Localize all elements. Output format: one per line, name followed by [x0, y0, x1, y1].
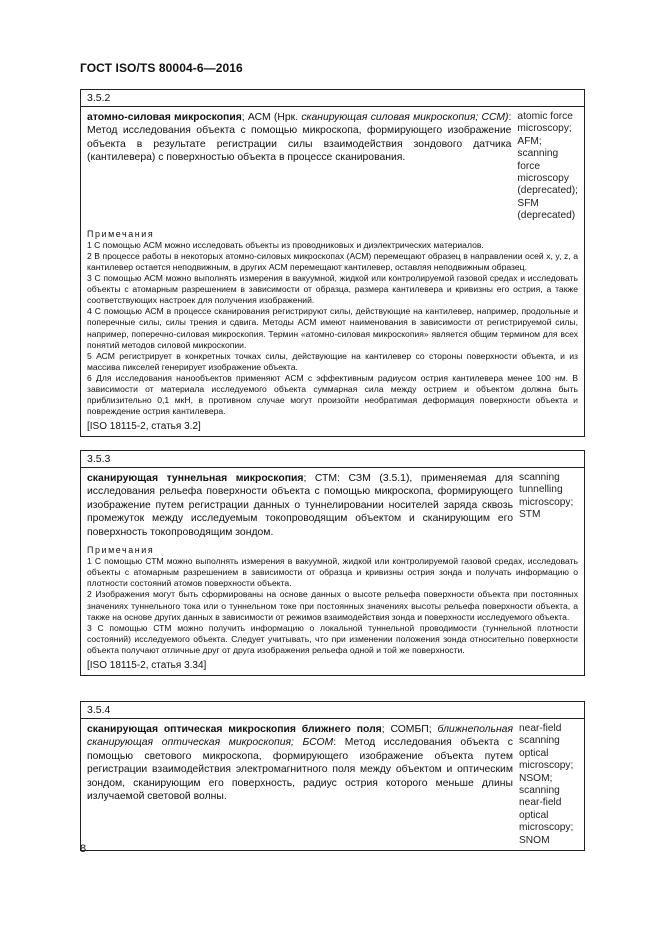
- source-reference: [ISO 18115-2, статья 3.2]: [87, 421, 201, 433]
- term-entry-3-5-2: [80, 89, 585, 437]
- term-name: атомно-силовая микроскопия: [87, 112, 242, 123]
- note-item: 1 С помощью СТМ можно выполнять измерения в вакуумной, жидкой или контролируемой газовой средах, исследовать объекты с атомарным разрешением в зависимости от образца и кривизны острия зонда и получать информацию о плотности состояний атомов поверхности объекта.: [87, 556, 578, 589]
- term-name: сканирующая туннельная микроскопия: [87, 473, 304, 484]
- document-header: ГОСТ ISO/TS 80004-6—2016: [80, 61, 243, 75]
- note-item: 1 С помощью АСМ можно исследовать объекты из проводниковых и диэлектрических материалов.: [87, 239, 484, 250]
- term-name: сканирующая оптическая микроскопия ближнего поля: [87, 724, 382, 735]
- note-item: 2 В процессе работы в некоторых атомно-силовых микроскопах (АСМ) перемещают образец в направлении осей x, y, z, а кантилевер остается неподвижным, в других АСМ перемещают кантилевер, оставляя неподвижным образец.: [87, 250, 578, 272]
- note-item: 4 С помощью АСМ в процессе сканирования регистрируют силы, действующие на кантилевер, например, продольные и поперечные силы, силы трения и сдвига. Методы АСМ имеют наименования в зависимости от регистрируемой силы, например, поперечно-силовая микроскопия. Термин «атомно-силовая микроскопия» является общим термином для всех понятий методов силовой микроскопии.: [87, 306, 578, 350]
- note-item: 2 Изображения могут быть сформированы на основе данных о высоте рельефа поверхности объекта при постоянных значениях туннельного тока или о туннельном токе при постоянных значениях высоты рельефа поверхности объекта, а также на основе других данных в зависимости от режимов взаимодействия зонда и поверхности исследуемого объекта.: [87, 589, 578, 622]
- notes-block: [87, 229, 578, 418]
- source-reference: [ISO 18115-2, статья 3.34]: [87, 659, 207, 671]
- entry-number: 3.5.4: [81, 701, 584, 719]
- note-item: 6 Для исследования нанообъектов применяют АСМ с эффективным радиусом острия кантилевера менее 100 нм. В зависимости от материала исследуемого объекта суммарная сила между острием и объектом должна быть приблизительно 0,1 мкН, в противном случае могут произойти необратимая деформация поверхности объекта и повреждение острия кантилевера.: [87, 372, 578, 417]
- page-number: 8: [80, 843, 87, 855]
- entry-number: 3.5.2: [81, 89, 584, 107]
- term-definition: сканирующая оптическая микроскопия ближнего поля; СОМБП; ближнепольная сканирующая оптическая микроскопия; БСОМ: Метод исследования объекта с помощью светового микроскопа, формирующего изображение объекта путем регистрации взаимодействия электромагнитного поля между объектом и оптическим зондом, сканирующим его поверхность, радиус острия которого меньше длины излучаемой световой волны.: [87, 724, 513, 803]
- english-equivalent: scanning tunnelling microscopy; STM: [519, 472, 574, 521]
- notes-title: Примечания: [87, 545, 155, 556]
- term-entry-3-5-4: [80, 701, 585, 851]
- term-definition: сканирующая туннельная микроскопия; СТМ: СЗМ (3.5.1), применяемая для исследования рельефа поверхности объекта с помощью микроскопа, формирующего изображение путем регистрации данных о туннелировании носителей заряда сквозь промежуток между исследуемым токопроводящим объектом и сканирующим его поверхность токопроводящим зондом.: [87, 473, 513, 538]
- note-item: 3 С помощью АСМ можно выполнять измерения в вакуумной, жидкой или контролируемой газовой средах и исследовать объекты с атомарным разрешением в зависимости от образца, размера кантилевера и кривизны его острия, а также соответствующих настроек для получения изображений.: [87, 273, 578, 306]
- notes-block: [87, 545, 578, 656]
- english-equivalent: atomic force microscopy; AFM; scanning force microscopy (deprecated); SFM (deprecated): [517, 111, 578, 222]
- term-definition: атомно-силовая микроскопия; АСМ (Нрк. сканирующая силовая микроскопия; ССМ): Метод исследования объекта с помощью микроскопа, формирующего изображение объекта в результате регистрации силы взаимодействия зондового датчика (кантилевера) с поверхностью объекта в процессе сканирования.: [87, 112, 512, 164]
- notes-title: Примечания: [87, 228, 155, 239]
- term-entry-3-5-3: [80, 450, 585, 676]
- note-item: 3 С помощью СТМ можно получить информацию о локальной туннельной проводимости (туннельной плотности состояний) исследуемого объекта. Следует учитывать, что при изменении положения зонда относительно поверхности объекта получают отличные друг от друга изображения рельефа одной и той же поверхности.: [87, 622, 578, 655]
- note-item: 5 АСМ регистрирует в конкретных точках силы, действующие на кантилевер со стороны поверхности объекта, и из массива пикселей генерирует изображение объекта.: [87, 350, 578, 372]
- english-equivalent: near-field scanning optical microscopy; NSOM; scanning near-field optical microscopy; SNOM: [519, 723, 574, 846]
- entry-number: 3.5.3: [81, 450, 584, 468]
